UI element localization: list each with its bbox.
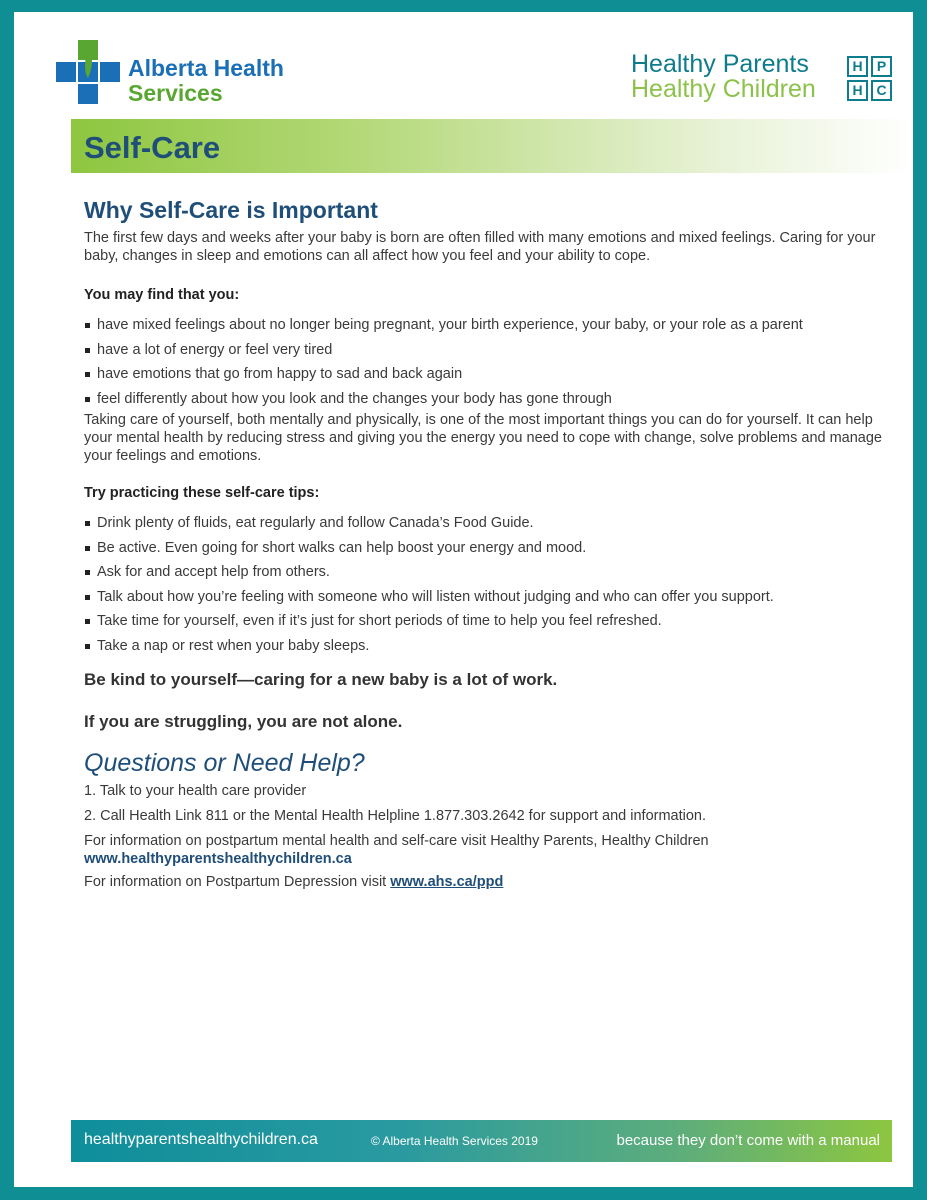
info-hphc (84, 832, 904, 868)
tips-lead: Try practicing these self-care tips: (84, 485, 320, 501)
hphc-logo-line2: Healthy Children (631, 75, 816, 103)
list-item: feel differently about how you look and the changes your body has gone through (84, 389, 904, 414)
ahs-logo (56, 40, 296, 110)
hphc-logo (631, 52, 893, 112)
hphc-box-h1: H (847, 56, 868, 77)
title-band (71, 119, 913, 173)
ahs-logo-line2: Services (128, 80, 223, 106)
find-list (84, 315, 904, 413)
footer-site[interactable]: healthyparentshealthychildren.ca (84, 1131, 318, 1148)
ppd-link[interactable]: www.ahs.ca/ppd (390, 874, 504, 890)
list-item: Take a nap or rest when your baby sleeps. (84, 636, 904, 661)
info-hphc-text: For information on postpartum mental health and self-care visit Healthy Parents, Healthy Children (84, 833, 709, 849)
questions-heading: Questions or Need Help? (84, 749, 365, 777)
taking-care-paragraph: Taking care of yourself, both mentally and physically, is one of the most important things you can do for yourself. It can help your mental health by reducing stress and giving you the energy you need to cope with change, solve problems and manage your feelings and emotions. (84, 412, 882, 464)
hphc-link[interactable]: www.healthyparentshealthychildren.ca (84, 851, 352, 867)
info-ppd-text: For information on Postpartum Depression visit (84, 874, 391, 890)
ahs-cross-icon (56, 40, 120, 104)
footer-tagline: because they don’t come with a manual (616, 1132, 880, 1149)
find-lead: You may find that you: (84, 287, 240, 303)
content (84, 197, 904, 891)
help-step-1: 1. Talk to your health care provider (84, 783, 307, 799)
ahs-logo-line1: Alberta Health (128, 55, 284, 81)
footer-band (71, 1120, 892, 1162)
list-item: have mixed feelings about no longer being pregnant, your birth experience, your baby, or your role as a parent (84, 315, 904, 340)
hphc-boxes (847, 56, 893, 102)
list-item: Take time for yourself, even if it’s just for short periods of time to help you feel refreshed. (84, 611, 904, 636)
list-item: have a lot of energy or feel very tired (84, 340, 904, 365)
hphc-box-p: P (871, 56, 892, 77)
list-item: Drink plenty of fluids, eat regularly and follow Canada’s Food Guide. (84, 513, 904, 538)
list-item: have emotions that go from happy to sad and back again (84, 364, 904, 389)
section-heading: Why Self-Care is Important (84, 197, 378, 223)
list-item: Ask for and accept help from others. (84, 562, 904, 587)
info-ppd (84, 873, 904, 891)
hphc-box-c: C (871, 80, 892, 101)
intro-paragraph: The first few days and weeks after your baby is born are often filled with many emotions and mixed feelings. Caring for your baby, changes in sleep and emotions can all affect how you feel and your ability to cope. (84, 230, 876, 264)
footer-copyright: © Alberta Health Services 2019 (371, 1134, 538, 1148)
list-item: Be active. Even going for short walks can help boost your energy and mood. (84, 538, 904, 563)
list-item: Talk about how you’re feeling with someone who will listen without judging and who can offer you support. (84, 587, 904, 612)
tips-list (84, 513, 904, 660)
not-alone-statement: If you are struggling, you are not alone. (84, 712, 403, 731)
hphc-box-h2: H (847, 80, 868, 101)
be-kind-statement: Be kind to yourself—caring for a new baby is a lot of work. (84, 670, 558, 689)
help-step-2: 2. Call Health Link 811 or the Mental Health Helpline 1.877.303.2642 for support and information. (84, 808, 707, 824)
page-title: Self-Care (84, 130, 221, 165)
hphc-logo-line1: Healthy Parents (631, 50, 809, 78)
page (14, 12, 913, 1187)
